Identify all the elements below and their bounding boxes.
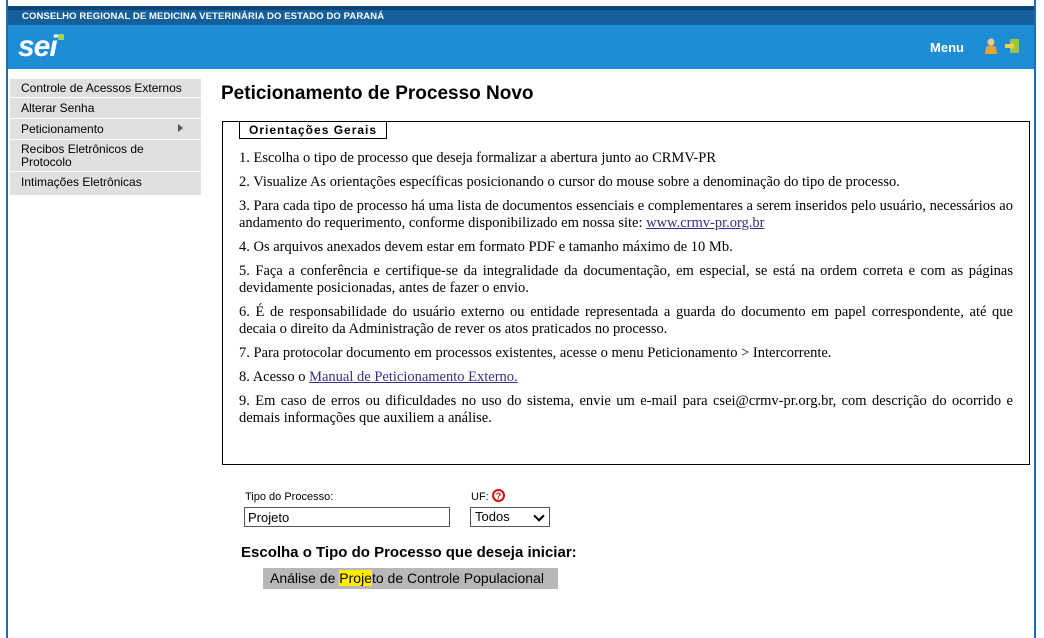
- logout-icon[interactable]: [1004, 38, 1020, 54]
- org-bar: [8, 6, 1034, 25]
- orientacoes-list: [239, 150, 1013, 434]
- uf-label: UF:: [471, 491, 489, 503]
- orientacoes-legend: Orientações Gerais: [239, 121, 387, 139]
- orientacao-text: 3. Para cada tipo de processo há uma lista de documentos essenciais e complementares a serem inseridos pelo usuário, necessários ao andamento do requerimento, conforme disponibilizado em nossa site:: [239, 198, 1013, 231]
- sei-logo[interactable]: [18, 30, 64, 64]
- orientacao-item: 4. Os arquivos anexados devem estar em formato PDF e tamanho máximo de 10 Mb.: [239, 239, 733, 255]
- orientacao-item: 9. Em caso de erros ou dificuldades no uso do sistema, envie um e-mail para csei@crmv-pr.org.br, com descrição do ocorrido e demais informações que auxiliem a análise.: [239, 393, 1013, 426]
- sidebar-item-label: Intimações Eletrônicas: [21, 175, 142, 189]
- uf-selected-value: Todos: [475, 509, 510, 524]
- orientacao-item: [239, 369, 1013, 386]
- sidebar-item-label: Controle de Acessos Externos: [21, 81, 182, 95]
- sidebar-item-recibos[interactable]: [10, 140, 201, 172]
- sidebar-item-peticionamento[interactable]: [10, 119, 201, 140]
- orientacao-text: 8. Acesso o: [239, 369, 310, 385]
- logo-dot: [58, 34, 64, 40]
- sidebar-item-label: Peticionamento: [21, 122, 104, 136]
- sidebar-item-alterar-senha[interactable]: [10, 98, 201, 119]
- orientacao-item: 7. Para protocolar documento em processos existentes, acesse o menu Peticionamento > Intercorrente.: [239, 345, 832, 361]
- sidebar-item-label: Recibos Eletrônicos de Protocolo: [21, 142, 144, 169]
- orientacao-item: 6. É de responsabilidade do usuário externo ou entidade representada a guarda do documento em papel correspondente, até que decaia o direito da Administração de rever os atos praticados no processo.: [239, 304, 1013, 337]
- menu-link[interactable]: Menu: [930, 40, 964, 55]
- choose-process-heading: Escolha o Tipo do Processo que deseja iniciar:: [241, 544, 577, 561]
- chevron-down-icon: [533, 510, 544, 521]
- orientacao-item: 1. Escolha o tipo de processo que deseja formalizar a abertura junto ao CRMV-PR: [239, 150, 717, 166]
- sidebar-menu: [10, 79, 201, 196]
- org-name: CONSELHO REGIONAL DE MEDICINA VETERINÁRIA DO ESTADO DO PARANÁ: [22, 11, 385, 22]
- option-text: Análise de: [270, 570, 340, 586]
- logo-text: sei: [18, 30, 57, 63]
- sidebar-item-intimacoes[interactable]: [10, 172, 201, 196]
- process-type-option[interactable]: [263, 568, 558, 589]
- page-title: Peticionamento de Processo Novo: [221, 83, 534, 104]
- orientacao-item: 2. Visualize As orientações específicas posicionando o cursor do mouse sobre a denominação do tipo de processo.: [239, 174, 900, 190]
- header-bar: [8, 25, 1034, 69]
- tipo-processo-input[interactable]: Projeto: [244, 507, 450, 527]
- chevron-right-icon: [178, 124, 183, 132]
- manual-link[interactable]: Manual de Peticionamento Externo.: [309, 369, 518, 385]
- user-icon[interactable]: [984, 38, 998, 54]
- orientacao-item: [239, 198, 1013, 232]
- help-icon[interactable]: ?: [492, 489, 505, 502]
- sidebar-item-label: Alterar Senha: [21, 101, 95, 115]
- sidebar-item-controle-acessos[interactable]: [10, 79, 201, 98]
- tipo-processo-label: Tipo do Processo:: [245, 491, 334, 503]
- orientacao-item: 5. Faça a conferência e certifique-se da integralidade da documentação, em especial, se está na ordem correta e com as páginas devidamente posicionadas, antes de fazer o envio.: [239, 263, 1013, 296]
- uf-select[interactable]: [470, 507, 550, 527]
- search-highlight: Proje: [339, 570, 372, 586]
- crmv-site-link[interactable]: www.crmv-pr.org.br: [646, 215, 765, 231]
- option-text: to de Controle Populacional: [371, 570, 544, 586]
- orientacoes-fieldset: [222, 121, 1030, 465]
